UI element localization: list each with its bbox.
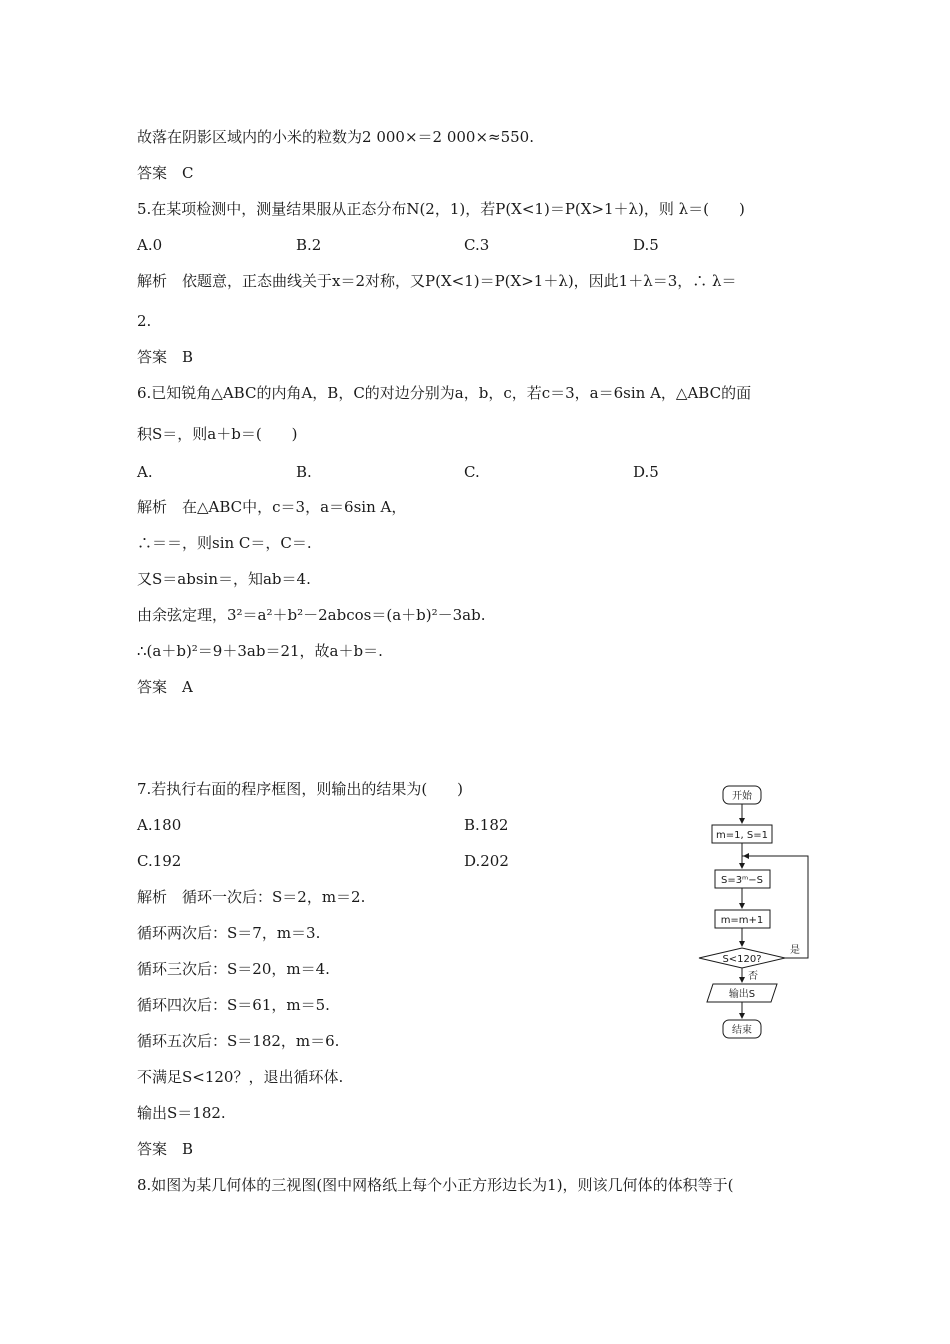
q5-option-b: B.2	[296, 236, 322, 254]
q7-analysis-line: 输出S＝182.	[137, 1104, 226, 1122]
question-6-stem: 积S＝，则a＋b＝( )	[137, 425, 298, 443]
q6-analysis-line: 又S＝absin＝，知ab＝4.	[137, 570, 311, 588]
q6-answer: 答案 A	[137, 678, 193, 696]
q7-analysis-line: 循环两次后：S＝7，m＝3.	[137, 924, 321, 942]
flowchart-output-label: 输出S	[728, 989, 756, 1000]
q7-option-c: C.192	[137, 852, 182, 870]
flowchart-yes-label: 是	[790, 945, 800, 956]
flowchart-assign-m-label: m=m+1	[720, 915, 764, 926]
q6-analysis-line: 解析 在△ABC中，c＝3，a＝6sin A，	[137, 498, 407, 516]
q5-analysis-line: 解析 依题意，正态曲线关于x＝2对称，又P(X<1)＝P(X>1＋λ)，因此1＋λ＝3，∴ λ＝	[137, 272, 737, 290]
q6-analysis-line: ∴＝＝，则sin C＝，C＝.	[137, 534, 312, 552]
solution-text-line: 故落在阴影区域内的小米的粒数为2 000×＝2 000×≈550.	[137, 128, 534, 146]
question-6-stem: 6.已知锐角△ABC的内角A，B，C的对边分别为a，b，c，若c＝3，a＝6sin A，△ABC的面	[137, 384, 752, 402]
question-7-stem: 7.若执行右面的程序框图，则输出的结果为( )	[137, 780, 464, 798]
flowchart-condition-label: S<120?	[722, 954, 762, 965]
q7-analysis-line: 不满足S<120？，退出循环体.	[137, 1068, 344, 1086]
q6-option-d: D.5	[633, 463, 659, 481]
answer-line: 答案 C	[137, 164, 194, 182]
q7-analysis-line: 循环五次后：S＝182，m＝6.	[137, 1032, 340, 1050]
q6-analysis-line: ∴(a＋b)²＝9＋3ab＝21，故a＋b＝.	[137, 642, 383, 660]
q5-option-c: C.3	[464, 236, 490, 254]
q6-analysis-line: 由余弦定理，3²＝a²＋b²－2abcos＝(a＋b)²－3ab.	[137, 606, 486, 624]
program-flowchart	[695, 780, 820, 1045]
q5-option-d: D.5	[633, 236, 659, 254]
flowchart-end-label: 结束	[732, 1025, 752, 1036]
q7-analysis-line: 循环四次后：S＝61，m＝5.	[137, 996, 330, 1014]
q5-answer: 答案 B	[137, 348, 194, 366]
q7-option-b: B.182	[464, 816, 509, 834]
q6-option-a: A.	[137, 463, 153, 481]
flowchart-no-label: 否	[748, 971, 758, 982]
flowchart-init-label: m=1, S=1	[716, 830, 768, 841]
q7-option-a: A.180	[137, 816, 182, 834]
q7-analysis-line: 循环三次后：S＝20，m＝4.	[137, 960, 330, 978]
flowchart-assign-s-label: S=3ᵐ−S	[720, 875, 764, 886]
question-5-stem: 5.在某项检测中，测量结果服从正态分布N(2，1)，若P(X<1)＝P(X>1＋λ)，则 λ＝( )	[137, 200, 745, 218]
q7-answer: 答案 B	[137, 1140, 194, 1158]
q5-analysis-line: 2.	[137, 312, 152, 330]
flowchart-start-label: 开始	[732, 791, 752, 802]
question-8-stem: 8.如图为某几何体的三视图(图中网格纸上每个小正方形边长为1)，则该几何体的体积等于(	[137, 1176, 734, 1194]
q5-option-a: A.0	[137, 236, 163, 254]
q6-option-c: C.	[464, 463, 480, 481]
q7-option-d: D.202	[464, 852, 509, 870]
q7-analysis-line: 解析 循环一次后：S＝2，m＝2.	[137, 888, 366, 906]
q6-option-b: B.	[296, 463, 312, 481]
